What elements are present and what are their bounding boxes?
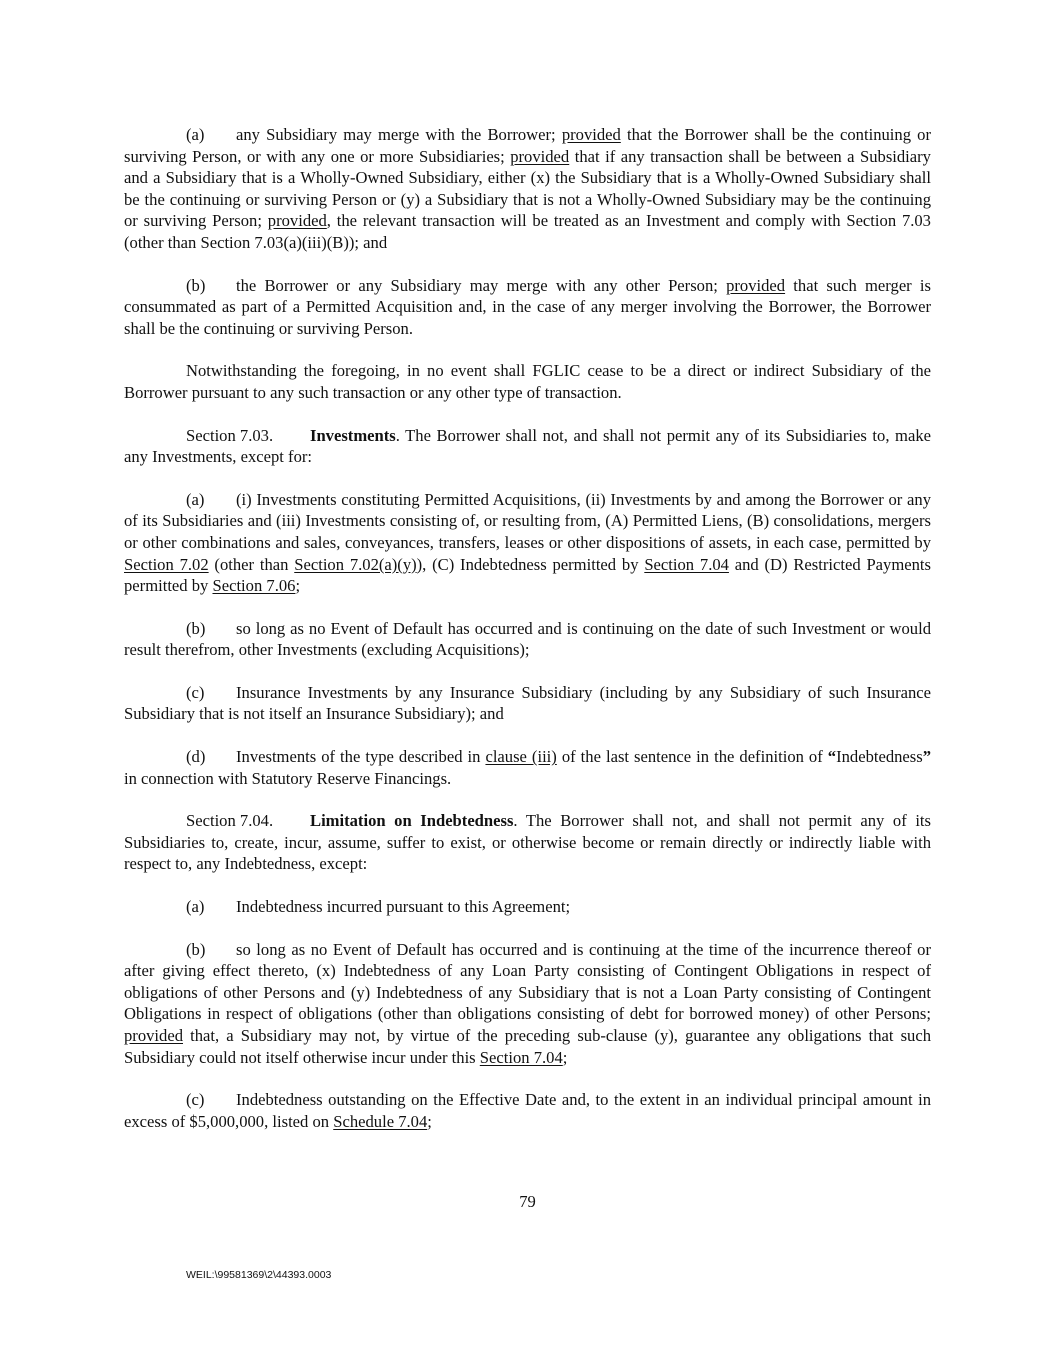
- paragraph-7-03-a: [124, 489, 931, 597]
- clause-number: (a): [186, 897, 205, 917]
- paragraph-7-04-b: [124, 939, 931, 1069]
- text: ;: [562, 1047, 568, 1067]
- text: , the relevant transaction will be treated as an Investment and comply with Section 7.03 (other than Section 7.03(a)(iii)(B)); and: [124, 211, 931, 252]
- clause-number: (c): [186, 1090, 205, 1110]
- text: (other than: [208, 554, 295, 574]
- section-number: Section 7.04.: [186, 811, 274, 831]
- text: Notwithstanding the foregoing, in no event shall FGLIC cease to be a direct or indirect Subsidiary of the Borrower pursuant to any such transaction or any other type of transaction.: [124, 361, 931, 402]
- text: that if any transaction shall be between a Subsidiary and a Subsidiary that is a Wholly-Owned Subsidiary, either (x) the Subsidiary that is a Wholly-Owned Subsidiary shall be the continuing or surviving Person or (y) a Subsidiary that is not a Wholly-Owned Subsidiary may be the continuing or surviving Person;: [124, 146, 931, 231]
- paragraph-7-04-c: [124, 1089, 931, 1132]
- section-reference: Section 7.02(a)(y): [294, 554, 417, 574]
- paragraph-7-03-b: [124, 618, 931, 661]
- paragraph-7-03-d: [124, 746, 931, 789]
- paragraph-7-04-a: [124, 896, 931, 918]
- text: so long as no Event of Default has occurred and is continuing on the date of such Investment or would result therefrom, other Investments (excluding Acquisitions);: [124, 618, 931, 660]
- text: Insurance Investments by any Insurance Subsidiary (including by any Subsidiary of such Insurance Subsidiary that is not itself an Insurance Subsidiary); and: [124, 682, 931, 724]
- text: so long as no Event of Default has occurred and is continuing at the time of the incurrence thereof or after giving effect thereto, (x) Indebtedness of any Loan Party consisting of Contingent Obligations in respect of obligations of other Persons and (y) Indebtedness of any Subsidiary that is not a Loan Party consisting of Contingent Obligations in respect of obligations (other than obligations consisting of debt for borrowed money) of other Persons;: [124, 939, 931, 1024]
- section-reference: Section 7.02: [124, 554, 209, 574]
- text: ;: [295, 576, 301, 596]
- text: Investments of the type described in: [236, 747, 486, 767]
- paragraph-merger-a: [124, 124, 931, 254]
- paragraph-7-03-c: [124, 682, 931, 725]
- defined-term: Indebtedness: [836, 747, 923, 767]
- close-quote: ”: [922, 747, 932, 767]
- clause-number: (c): [186, 682, 205, 702]
- provided-term: provided: [726, 275, 786, 295]
- section-title: Limitation on Indebtedness: [310, 811, 514, 831]
- section-7-04-heading: [124, 810, 931, 875]
- schedule-reference: Schedule 7.04: [333, 1111, 428, 1131]
- provided-term: provided: [124, 1026, 183, 1045]
- text: that the Borrower shall be the continuing or surviving Person, or with any one or more Subsidiaries;: [124, 125, 931, 166]
- section-reference: Section 7.04: [479, 1047, 563, 1067]
- paragraph-notwithstanding: [124, 360, 931, 403]
- text: (i) Investments constituting Permitted Acquisitions, (ii) Investments by and among the Borrower or any of its Subsidiaries and (iii) Investments consisting of, or resulting from, (A) Permitted Liens, (B) consolidations, mergers or other combinations and sales, conveyances, transfers, leases or other dispositions of assets, in each case, permitted by: [124, 489, 931, 552]
- document-id: WEIL:\99581369\2\44393.0003: [186, 1269, 332, 1281]
- text: Indebtedness outstanding on the Effective Date and, to the extent in an individual principal amount in excess of $5,000,000, listed on: [124, 1090, 931, 1131]
- clause-reference: clause (iii): [485, 747, 557, 767]
- clause-number: (d): [186, 747, 206, 767]
- text: . The Borrower shall not, and shall not permit any of its Subsidiaries to, create, incur, assume, suffer to exist, or otherwise become or remain directly or indirectly liable with respect to, any Indebtedness, except:: [124, 811, 931, 874]
- text: of the last sentence in the definition of: [556, 747, 828, 767]
- section-number: Section 7.03.: [186, 425, 274, 445]
- text: ;: [427, 1111, 432, 1131]
- document-body: [124, 124, 931, 1153]
- text: that such merger is consummated as part of a Permitted Acquisition and, in the case of any merger involving the Borrower, the Borrower shall be the continuing or surviving Person.: [124, 275, 931, 338]
- text: ), (C) Indebtedness permitted by: [416, 554, 645, 574]
- provided-term: provided: [561, 125, 621, 144]
- open-quote: “: [827, 747, 837, 767]
- text: any Subsidiary may merge with the Borrower;: [236, 125, 562, 144]
- section-7-03-heading: [124, 425, 931, 468]
- text: Indebtedness incurred pursuant to this Agreement;: [236, 897, 571, 917]
- clause-number: (b): [186, 275, 206, 295]
- clause-number: (a): [186, 125, 205, 144]
- page-number: 79: [519, 1192, 536, 1211]
- text: that, a Subsidiary may not, by virtue of the preceding sub-clause (y), guarantee any obligations that such Subsidiary could not itself otherwise incur under this: [124, 1026, 931, 1067]
- provided-term: provided: [510, 146, 570, 166]
- clause-number: (b): [186, 939, 206, 959]
- clause-number: (b): [186, 618, 206, 638]
- text: in connection with Statutory Reserve Financings.: [124, 768, 452, 788]
- paragraph-merger-b: [124, 275, 931, 340]
- text: and (D) Restricted Payments permitted by: [124, 554, 931, 596]
- section-reference: Section 7.04: [644, 554, 729, 574]
- section-title: Investments: [310, 425, 396, 445]
- clause-number: (a): [186, 489, 205, 509]
- provided-term: provided: [267, 211, 327, 231]
- section-reference: Section 7.06: [212, 576, 296, 596]
- text: the Borrower or any Subsidiary may merge with any other Person;: [236, 275, 727, 295]
- text: . The Borrower shall not, and shall not permit any of its Subsidiaries to, make any Investments, except for:: [124, 425, 931, 467]
